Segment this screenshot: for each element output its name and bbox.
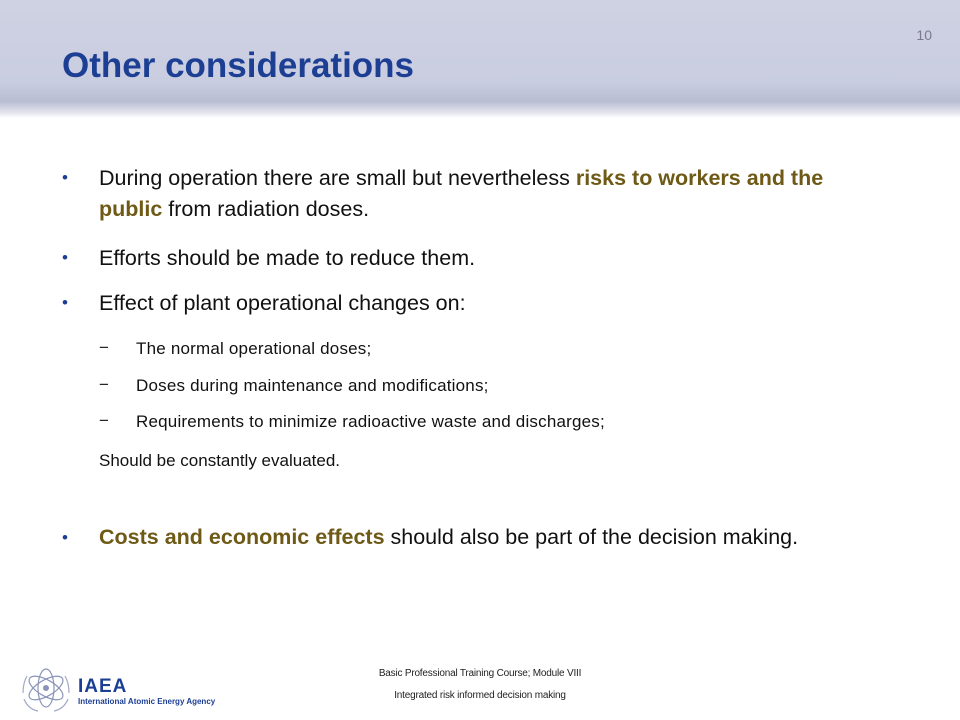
followup-text: Should be constantly evaluated. [99,451,341,470]
bullet-marker: • [62,528,68,547]
bullet-effect: Effect of plant operational changes on: [99,291,466,315]
footer-course: Basic Professional Training Course; Module VIII [378,668,582,679]
bullet-costs-text: should also be part of the decision making. [384,525,799,549]
bullet-risks-text-b: from radiation doses. [162,197,370,221]
bullet-risks [99,163,889,225]
dash-marker: − [99,375,109,394]
logo-subtitle: International Atomic Energy Agency [78,697,216,706]
page-number: 10 [916,27,932,43]
bullet-risks-emphasis: risks to workers and the public [99,166,824,221]
bullet-marker: • [62,293,68,312]
bullet-costs [99,522,889,553]
bullet-risks-text-a: During operation there are small but nevertheless [99,166,576,190]
bullet-marker: • [62,248,68,267]
sub-item: The normal operational doses; [136,339,372,358]
dash-marker: − [99,411,109,430]
sub-item: Requirements to minimize radioactive waste and discharges; [136,412,605,431]
bullet-marker: • [62,168,68,187]
footer-topic: Integrated risk informed decision making [394,690,566,701]
logo-name: IAEA [78,676,128,697]
dash-marker: − [99,338,109,357]
sub-item: Doses during maintenance and modifications; [136,376,489,395]
bullet-costs-emphasis: Costs and economic effects [99,525,385,549]
slide-title: Other considerations [62,46,415,85]
iaea-emblem-icon [20,663,72,718]
bullet-efforts: Efforts should be made to reduce them. [99,246,476,270]
